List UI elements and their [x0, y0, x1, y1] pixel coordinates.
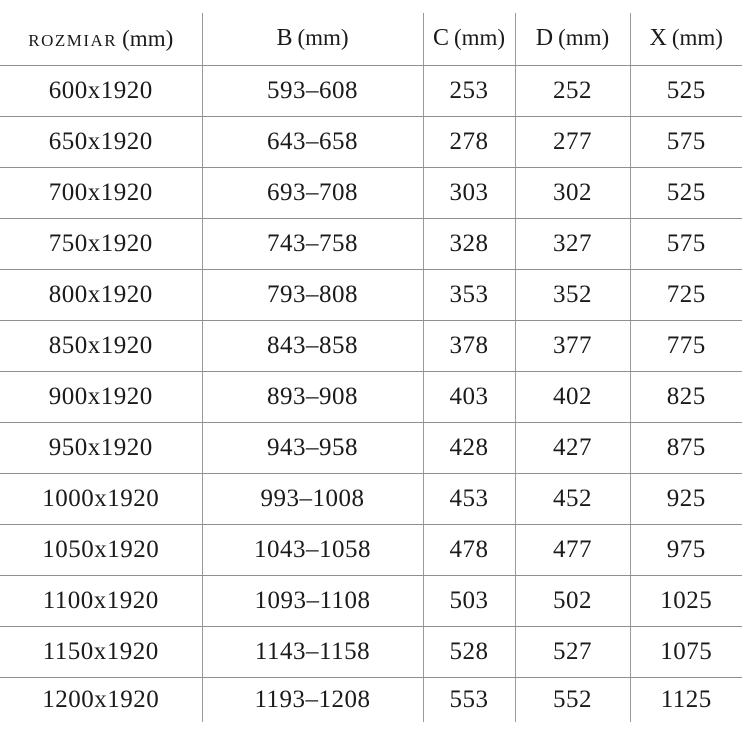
cell-x: 525 [630, 65, 742, 116]
col-header-x-unit: (mm) [671, 25, 723, 51]
cell-d: 552 [515, 677, 630, 722]
cell-d: 402 [515, 371, 630, 422]
header-row [0, 13, 742, 65]
cell-size: 1100x1920 [0, 575, 202, 626]
cell-size: 1200x1920 [0, 677, 202, 722]
cell-x: 575 [630, 218, 742, 269]
cell-c: 528 [423, 626, 515, 677]
cell-d: 252 [515, 65, 630, 116]
table-row [0, 269, 742, 320]
cell-c: 503 [423, 575, 515, 626]
cell-c: 403 [423, 371, 515, 422]
col-header-d-unit: (mm) [558, 25, 610, 51]
cell-c: 453 [423, 473, 515, 524]
cell-b: 943–958 [202, 422, 423, 473]
table-row [0, 167, 742, 218]
cell-size: 700x1920 [0, 167, 202, 218]
cell-b: 1043–1058 [202, 524, 423, 575]
col-header-b-label: B [276, 25, 293, 52]
cell-d: 377 [515, 320, 630, 371]
cell-b: 793–808 [202, 269, 423, 320]
cell-size: 850x1920 [0, 320, 202, 371]
col-header-c [423, 13, 515, 65]
cell-b: 1093–1108 [202, 575, 423, 626]
table-row [0, 575, 742, 626]
col-header-x-label: X [649, 25, 667, 52]
table-row [0, 320, 742, 371]
cell-x: 925 [630, 473, 742, 524]
cell-x: 825 [630, 371, 742, 422]
cell-d: 302 [515, 167, 630, 218]
size-table [0, 13, 742, 722]
cell-x: 1025 [630, 575, 742, 626]
table-row [0, 524, 742, 575]
cell-c: 253 [423, 65, 515, 116]
cell-d: 452 [515, 473, 630, 524]
table-row [0, 473, 742, 524]
cell-x: 975 [630, 524, 742, 575]
table-row [0, 116, 742, 167]
cell-c: 553 [423, 677, 515, 722]
cell-d: 427 [515, 422, 630, 473]
table-row [0, 65, 742, 116]
cell-size: 1000x1920 [0, 473, 202, 524]
cell-d: 527 [515, 626, 630, 677]
cell-c: 303 [423, 167, 515, 218]
cell-d: 327 [515, 218, 630, 269]
cell-x: 1075 [630, 626, 742, 677]
cell-x: 575 [630, 116, 742, 167]
cell-x: 725 [630, 269, 742, 320]
cell-x: 875 [630, 422, 742, 473]
cell-b: 643–658 [202, 116, 423, 167]
cell-c: 428 [423, 422, 515, 473]
col-header-d-label: D [535, 25, 554, 52]
cell-d: 502 [515, 575, 630, 626]
cell-c: 478 [423, 524, 515, 575]
cell-d: 477 [515, 524, 630, 575]
table-row [0, 218, 742, 269]
cell-b: 693–708 [202, 167, 423, 218]
cell-size: 650x1920 [0, 116, 202, 167]
cell-size: 800x1920 [0, 269, 202, 320]
col-header-b-unit: (mm) [297, 25, 349, 51]
cell-b: 1143–1158 [202, 626, 423, 677]
cell-c: 353 [423, 269, 515, 320]
col-header-rozmiar-unit: (mm) [122, 25, 174, 51]
cell-c: 328 [423, 218, 515, 269]
cell-size: 1050x1920 [0, 524, 202, 575]
cell-b: 1193–1208 [202, 677, 423, 722]
cell-size: 950x1920 [0, 422, 202, 473]
table-row [0, 626, 742, 677]
cell-size: 900x1920 [0, 371, 202, 422]
cell-size: 750x1920 [0, 218, 202, 269]
cell-b: 743–758 [202, 218, 423, 269]
cell-d: 277 [515, 116, 630, 167]
table-row [0, 371, 742, 422]
cell-size: 600x1920 [0, 65, 202, 116]
cell-b: 893–908 [202, 371, 423, 422]
col-header-rozmiar-label: ROZMIAR [28, 30, 118, 50]
table-row [0, 422, 742, 473]
cell-b: 993–1008 [202, 473, 423, 524]
table-row [0, 677, 742, 722]
col-header-x [630, 13, 742, 65]
col-header-b [202, 13, 423, 65]
col-header-d [515, 13, 630, 65]
cell-size: 1150x1920 [0, 626, 202, 677]
cell-b: 843–858 [202, 320, 423, 371]
cell-x: 1125 [660, 685, 712, 713]
cell-c: 278 [423, 116, 515, 167]
cell-b: 593–608 [202, 65, 423, 116]
col-header-c-label: C [432, 25, 449, 52]
col-header-c-unit: (mm) [453, 25, 506, 51]
cell-c: 378 [423, 320, 515, 371]
cell-x: 525 [630, 167, 742, 218]
col-header-rozmiar [0, 13, 202, 65]
cell-d: 352 [515, 269, 630, 320]
cell-x: 775 [630, 320, 742, 371]
